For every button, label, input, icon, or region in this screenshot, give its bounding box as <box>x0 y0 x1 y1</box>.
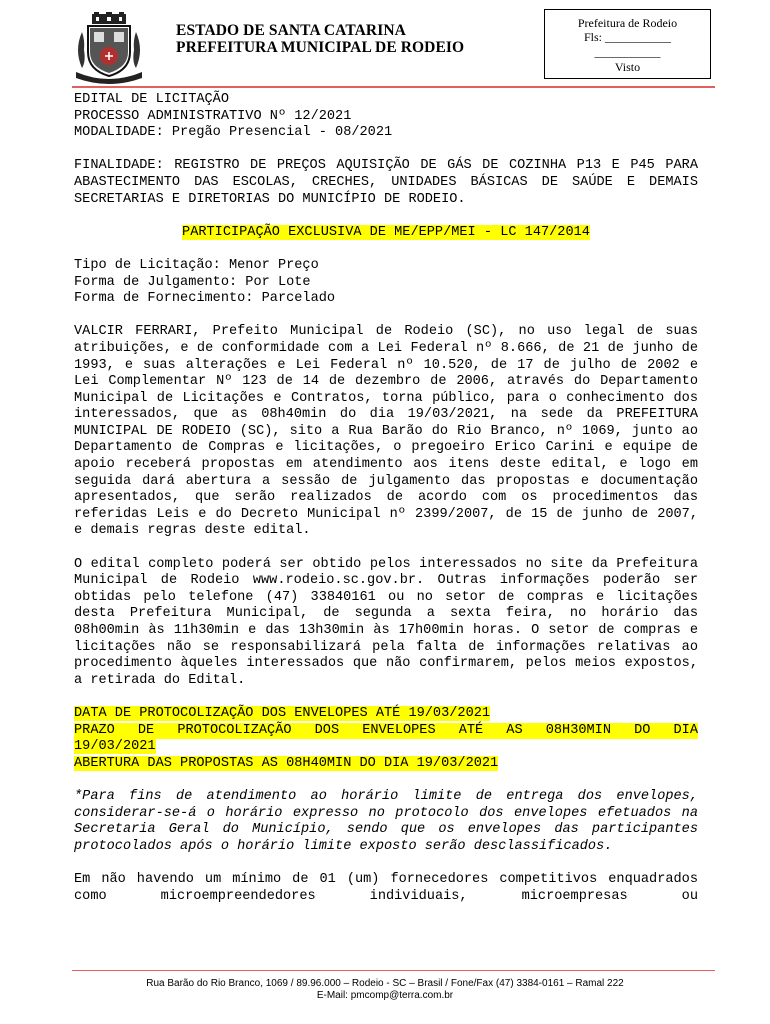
participacao-line <box>74 225 698 242</box>
forma-julgamento-line: Forma de Julgamento: Por Lote <box>74 274 311 290</box>
footer-address: Rua Barão do Rio Branco, 1069 / 89.96.000 – Rodeio - SC – Brasil / Fone/Fax (47) 3384-0161 – Ramal 222 <box>146 978 624 989</box>
date-protocolizacao-text: DATA DE PROTOCOLIZAÇÃO DOS ENVELOPES ATÉ 19/03/2021 <box>74 705 491 721</box>
header-divider <box>72 86 715 88</box>
prefecture-title: PREFEITURA MUNICIPAL DE RODEIO <box>176 39 465 56</box>
prazo-line-1: PRAZO DE PROTOCOLIZAÇÃO DOS ENVELOPES ATÉ AS 08H30MIN DO DIA <box>74 722 698 738</box>
modalidade-line: MODALIDADE: Pregão Presencial - 08/2021 <box>74 125 393 141</box>
prazo-line-2 <box>74 739 698 756</box>
tipo-licitacao-line: Tipo de Licitação: Menor Preço <box>74 257 319 273</box>
processo-line: PROCESSO ADMINISTRATIVO Nº 12/2021 <box>74 108 352 124</box>
state-title: ESTADO DE SANTA CATARINA <box>176 22 406 39</box>
abertura-line <box>74 756 698 773</box>
finalidade-paragraph: FINALIDADE: REGISTRO DE PREÇOS AQUISIÇÃO DE GÁS DE COZINHA P13 E P45 PARA ABASTECIMENTO DAS ESCOLAS, CRECHES, UNIDADES BÁSICAS DE SAÚDE E DEMAIS SECRETARIAS E DIRETORIAS DO MUNICÍPIO DE RODEIO. <box>74 158 698 207</box>
stamp-line-blank: ___________ <box>594 45 661 59</box>
prazo-line-2-text: 19/03/2021 <box>74 739 156 755</box>
footer-divider <box>72 970 715 971</box>
page-header <box>0 0 770 92</box>
nota-horario-paragraph: *Para fins de atendimento ao horário limite de entrega dos envelopes, considerar-se-á o horário expresso no protocolo dos envelopes efetuados na Secretaria Geral do Município, sendo que os envelopes das participantes protocolados após o horário limite exposto serão desclassificados. <box>74 788 698 854</box>
participacao-highlight: PARTICIPAÇÃO EXCLUSIVA DE ME/EPP/MEI - LC 147/2014 <box>182 224 590 240</box>
document-body <box>74 92 698 905</box>
edital-availability-paragraph: O edital completo poderá ser obtido pelos interessados no site da Prefeitura Municipal de Rodeio www.rodeio.sc.gov.br. Outras informações poderão ser obtidas pelo telefone (47) 33840161 ou no setor de compras e licitações desta Prefeitura Municipal, de segunda a sexta feira, no horário das 08h00min às 11h30min e das 13h30min às 17h00min horas. O setor de compras e licitações não se responsabilizará pela falta de informações relativas ao procedimento àqueles interessados que não confirmarem, pelos meios expostos, a retirada do Edital. <box>74 556 698 688</box>
stamp-line-fls: Fls: ___________ <box>583 30 671 44</box>
forma-fornecimento-line: Forma de Fornecimento: Parcelado <box>74 291 336 307</box>
date-protocolizacao <box>74 706 698 723</box>
stamp-line-prefeitura: Prefeitura de Rodeio <box>577 16 678 30</box>
footer-email: E-Mail: pmcomp@terra.com.br <box>316 990 454 1001</box>
folio-stamp-box <box>544 9 711 79</box>
fornecedores-paragraph: Em não havendo um mínimo de 01 (um) fornecedores competitivos enquadrados como microempreendedores individuais, microempresas ou <box>74 871 698 904</box>
stamp-line-visto: Visto <box>614 60 641 74</box>
preamble-paragraph: VALCIR FERRARI, Prefeito Municipal de Rodeio (SC), no uso legal de suas atribuições, e de conformidade com a Lei Federal nº 8.666, de 21 de junho de 1993, e suas alterações e Lei Federal nº 10.520, de 17 de julho de 2002 e Lei Complementar Nº 123 de 14 de dezembro de 2006, através do Departamento Municipal de Licitações e Contratos, torna público, para o conhecimento dos interessados, que as 08h40min do dia 19/03/2021, na sede da PREFEITURA MUNICIPAL DE RODEIO (SC), sito a Rua Barão do Rio Branco, nº 1069, junto ao Departamento de Compras e licitações, o pregoeiro Erico Carini e equipe de apoio receberá propostas em atendimento aos itens deste edital, e logo em seguida dará abertura a sessão de julgamento das propostas e documentação apresentados, que serão realizados de acordo com os procedimentos das referidas Leis e do Decreto Municipal nº 2399/2007, de 15 de junho de 2007, e demais regras deste edital. <box>74 324 698 539</box>
abertura-text: ABERTURA DAS PROPOSTAS AS 08H40MIN DO DIA 19/03/2021 <box>74 755 499 771</box>
edital-title: EDITAL DE LICITAÇÃO <box>74 92 229 107</box>
municipal-coat-of-arms-icon <box>72 12 146 84</box>
